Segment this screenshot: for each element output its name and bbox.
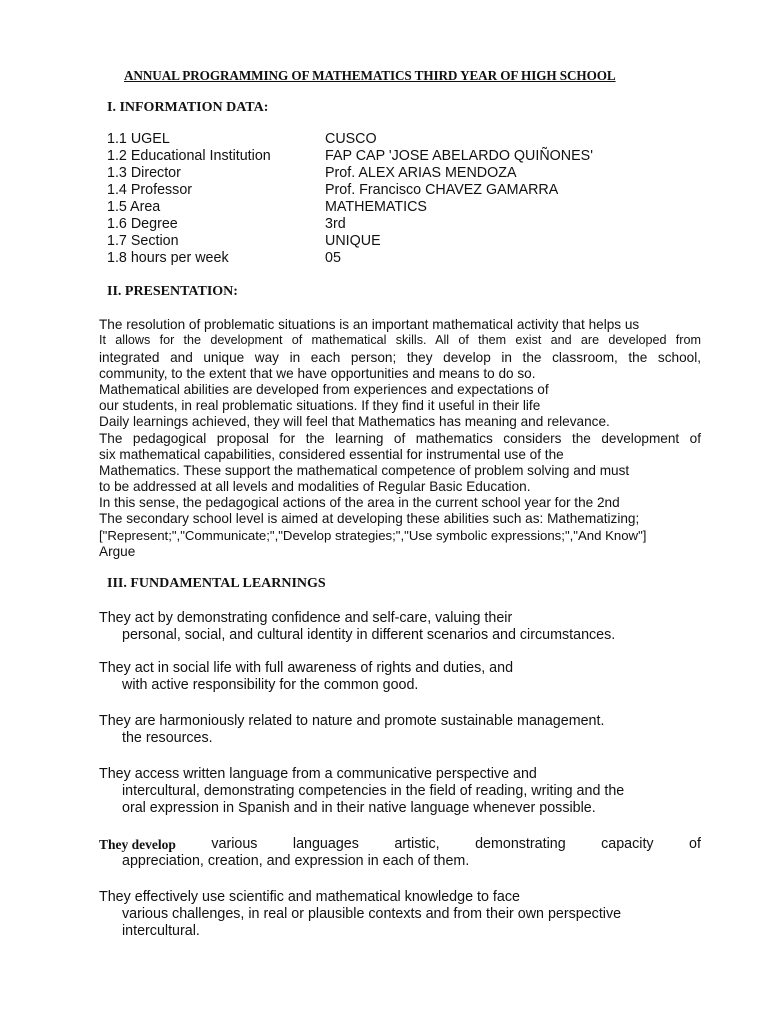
learning-line: the resources. (122, 730, 213, 746)
presentation-line: community, to the extent that we have opportunities and means to do so. (99, 366, 536, 381)
learning-item (99, 713, 701, 747)
info-value: MATHEMATICS (325, 199, 427, 215)
presentation-line: In this sense, the pedagogical actions of the area in the current school year for the 2nd (99, 495, 620, 510)
section-heading-presentation: II. PRESENTATION: (107, 284, 238, 299)
document-title: ANNUAL PROGRAMMING OF MATHEMATICS THIRD YEAR OF HIGH SCHOOL (124, 68, 616, 83)
info-label: 1.8 hours per week (107, 250, 229, 266)
learning-item (99, 660, 701, 694)
learning-line: various challenges, in real or plausible contexts and from their own perspective (122, 906, 622, 922)
learning-line: intercultural. (122, 923, 200, 939)
learning-line: They are harmoniously related to nature and promote sustainable management. (99, 713, 605, 729)
presentation-line: to be addressed at all levels and modalities of Regular Basic Education. (99, 479, 531, 494)
info-value: Prof. ALEX ARIAS MENDOZA (325, 165, 517, 181)
presentation-line: The resolution of problematic situations is an important mathematical activity that helps us (99, 317, 640, 332)
info-label: 1.7 Section (107, 233, 179, 249)
info-label: 1.4 Professor (107, 182, 193, 198)
presentation-line: ["Represent;","Communicate;","Develop strategies;","Use symbolic expressions;","And Know"] (99, 528, 647, 543)
learning-item (99, 610, 701, 644)
learning-word: of (689, 836, 701, 852)
info-label: 1.2 Educational Institution (107, 148, 271, 164)
info-label: 1.1 UGEL (107, 131, 170, 147)
section-heading-information: I. INFORMATION DATA: (107, 100, 269, 115)
info-value: CUSCO (325, 131, 377, 147)
learning-word: languages (292, 836, 359, 852)
learning-item (99, 889, 701, 940)
info-label: 1.5 Area (107, 199, 161, 215)
learning-line: They access written language from a communicative perspective and (99, 766, 537, 782)
presentation-line: Daily learnings achieved, they will feel that Mathematics has meaning and relevance. (99, 414, 610, 429)
presentation-line: It allows for the development of mathematical skills. All of them exist and are developed from (99, 333, 701, 347)
info-value: UNIQUE (325, 233, 381, 249)
info-label: 1.6 Degree (107, 216, 178, 232)
learning-line: appreciation, creation, and expression in each of them. (122, 853, 470, 869)
presentation-line: integrated and unique way in each person; they develop in the classroom, the school, (99, 350, 701, 365)
presentation-line: six mathematical capabilities, considered essential for instrumental use of the (99, 447, 564, 462)
info-value: FAP CAP 'JOSE ABELARDO QUIÑONES' (325, 148, 593, 164)
learning-line: They effectively use scientific and mathematical knowledge to face (99, 889, 520, 905)
info-value: 3rd (325, 216, 346, 232)
info-label: 1.3 Director (107, 165, 181, 181)
learning-line: personal, social, and cultural identity in different scenarios and circumstances. (122, 627, 616, 643)
presentation-line: The pedagogical proposal for the learning of mathematics considers the development of (99, 431, 701, 446)
learning-line: oral expression in Spanish and in their native language whenever possible. (122, 800, 596, 816)
learning-word: They develop (99, 837, 176, 852)
presentation-line: Mathematical abilities are developed from experiences and expectations of (99, 382, 549, 397)
presentation-line: our students, in real problematic situations. If they find it useful in their life (99, 398, 541, 413)
info-value: Prof. Francisco CHAVEZ GAMARRA (325, 182, 559, 198)
info-value: 05 (325, 250, 341, 266)
learning-word: artistic, (394, 836, 440, 852)
learning-line: with active responsibility for the common good. (122, 677, 419, 693)
section-heading-learnings: III. FUNDAMENTAL LEARNINGS (107, 576, 326, 591)
learning-item (99, 766, 701, 817)
learning-word: capacity (601, 836, 654, 852)
learning-first-line (99, 836, 701, 853)
learning-line: intercultural, demonstrating competencies in the field of reading, writing and the (122, 783, 625, 799)
presentation-line: Mathematics. These support the mathematical competence of problem solving and must (99, 463, 630, 478)
learning-line: They act in social life with full awareness of rights and duties, and (99, 660, 514, 676)
learning-item (99, 836, 701, 870)
presentation-line: Argue (99, 544, 136, 559)
learning-line: They act by demonstrating confidence and self-care, valuing their (99, 610, 513, 626)
presentation-line: The secondary school level is aimed at developing these abilities such as: Mathematizing; (99, 511, 640, 526)
learning-word: demonstrating (475, 836, 566, 852)
learning-word: various (211, 836, 258, 852)
